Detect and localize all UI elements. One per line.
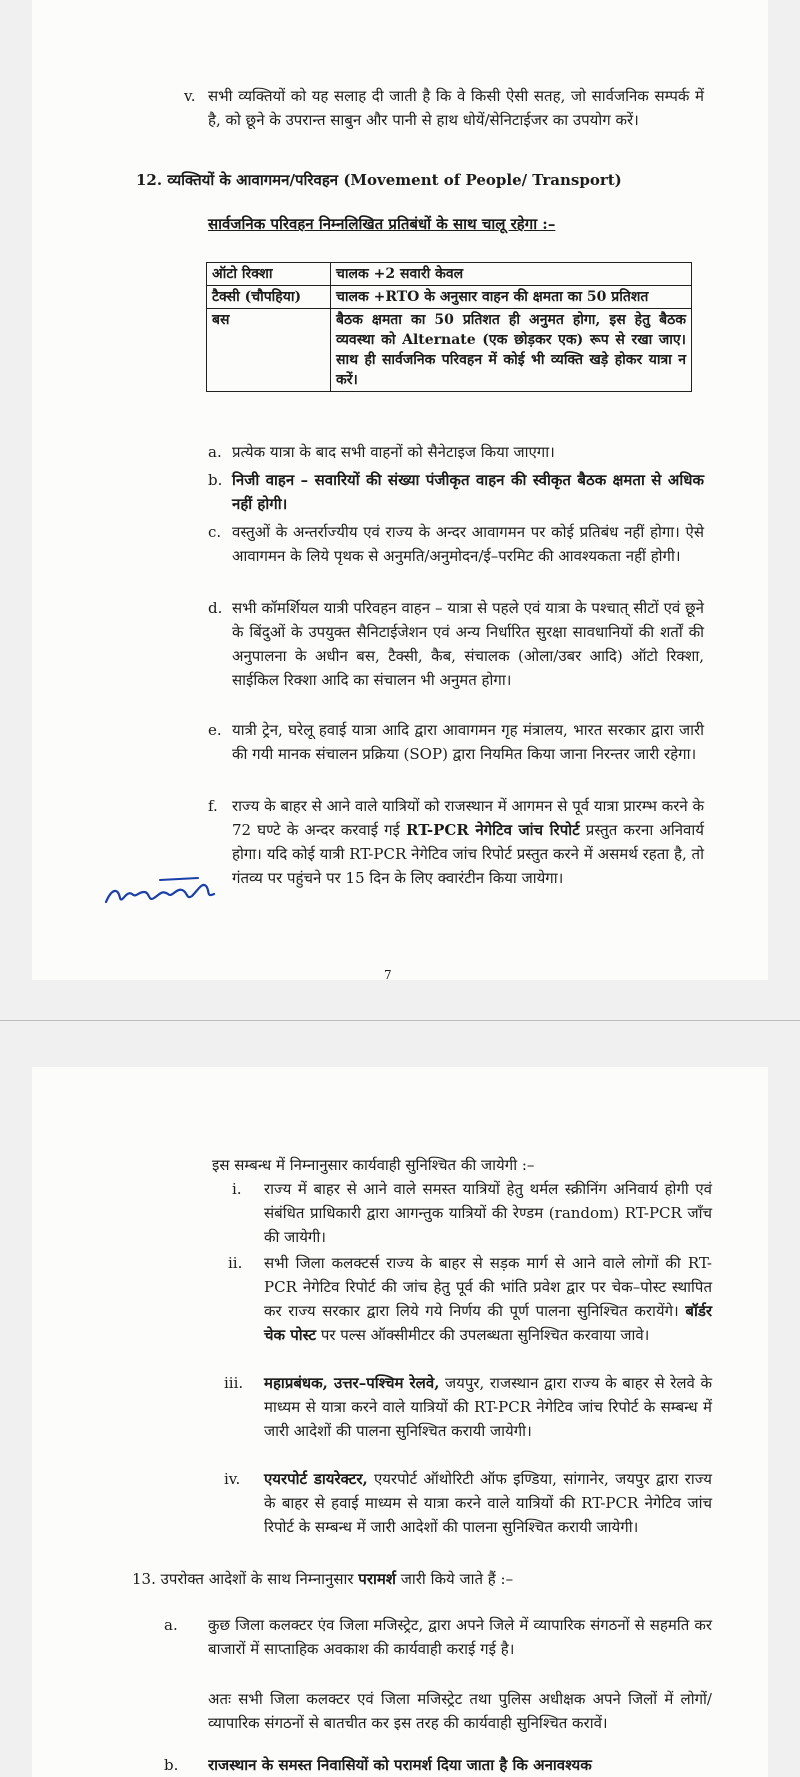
point-c-marker: c.: [208, 523, 222, 541]
roman-ii-marker: ii.: [228, 1254, 243, 1272]
roman-iii-marker: iii.: [224, 1374, 244, 1392]
table-row: [207, 286, 692, 309]
table-cell-rule: चालक +2 सवारी केवल: [331, 263, 692, 286]
roman-i-marker: i.: [232, 1180, 242, 1198]
item-v-text: सभी व्यक्तियों को यह सलाह दी जाती है कि वे किसी ऐसी सतह, जो सार्वजनिक सम्पर्क में है, को छूने के उपरान्त साबुन और पानी से हाथ धोयें/सेनिटाईजर का उपयोग करें।: [208, 87, 704, 129]
section-13-a-text: कुछ जिला कलक्टर एंव जिला मजिस्ट्रेट, द्वारा अपने जिले में व्यापारिक संगठनों से सहमति कर बाजारों में साप्ताहिक अवकाश की कार्यवाही कराई गई है।: [208, 1616, 712, 1658]
table-cell-rule: बैठक क्षमता का 50 प्रतिशत ही अनुमत होगा, इस हेतु बैठक व्यवस्था को Alternate (एक छोड़कर एक) रूप से रखा जाए। साथ ही सार्वजनिक परिवहन में कोई भी व्यक्ति खड़े होकर यात्रा न करें।: [331, 309, 692, 392]
table-cell-vehicle: बस: [207, 309, 331, 392]
point-c-text: वस्तुओं के अन्तर्राज्यीय एवं राज्य के अन्दर आवागमन पर कोई प्रतिबंध नहीं होगा। ऐसे आवागमन के लिये पृथक से अनुमति/अनुमोदन/ई–परमिट की आवश्यकता नहीं होगी।: [232, 523, 704, 565]
point-f-marker: f.: [208, 797, 218, 815]
point-b-marker: b.: [208, 471, 223, 489]
roman-iv-text: एयरपोर्ट डायरेक्टर, एयरपोर्ट ऑथोरिटी ऑफ इण्डिया, सांगानेर, जयपुर द्वारा राज्य के बाहर से हवाई माध्यम से यात्रा करने वाले यात्रियों की RT-PCR नेगेटिव जांच रिपोर्ट के सम्बन्ध में जारी आदेशों की पालना सुनिश्चित करायी जायेगी।: [264, 1470, 712, 1536]
page-divider: [0, 1020, 800, 1021]
intro-text: इस सम्बन्ध में निम्नानुसार कार्यवाही सुनिश्चित की जायेगी :–: [212, 1156, 535, 1174]
document-page-8: [32, 1067, 768, 1777]
table-row: [207, 309, 692, 392]
page-number: 7: [384, 968, 392, 982]
point-e-marker: e.: [208, 721, 222, 739]
roman-i-text: राज्य में बाहर से आने वाले समस्त यात्रियों हेतु थर्मल स्क्रीनिंग अनिवार्य होगी एवं संबंधित प्राधिकारी द्वारा आगन्तुक यात्रियों की रेण्डम (random) RT-PCR जाँच की जायेगी।: [264, 1180, 712, 1246]
table-cell-vehicle: ऑटो रिक्शा: [207, 263, 331, 286]
point-f-text: राज्य के बाहर से आने वाले यात्रियों को राजस्थान में आगमन से पूर्व यात्रा प्रारम्भ करने के 72 घण्टे के अन्दर करवाई गई RT-PCR नेगेटिव जांच रिपोर्ट प्रस्तुत करना अनिवार्य होगा। यदि कोई यात्री RT-PCR नेगेटिव जांच रिपोर्ट प्रस्तुत करने में असमर्थ रहता है, तो गंतव्य पर पहुंचने पर 15 दिन के लिए क्वारंटीन किया जायेगा।: [232, 797, 704, 887]
table-cell-vehicle: टैक्सी (चौपहिया): [207, 286, 331, 309]
item-v-marker: v.: [184, 87, 196, 105]
transport-restrictions-table: [206, 262, 692, 392]
section-13-b-marker: b.: [164, 1756, 179, 1774]
point-d-marker: d.: [208, 599, 223, 617]
section-12-heading: 12. व्यक्तियों के आवागमन/परिवहन (Movement of People/ Transport): [136, 171, 622, 189]
table-row: [207, 263, 692, 286]
section-13-a-text2: अतः सभी जिला कलक्टर एवं जिला मजिस्ट्रेट तथा पुलिस अधीक्षक अपने जिलों में लोगों/व्यापारिक संगठनों से बातचीत कर इस तरह की कार्यवाही सुनिश्चित करावें।: [208, 1690, 712, 1732]
point-a-marker: a.: [208, 443, 222, 461]
section-12-subheading: सार्वजनिक परिवहन निम्नलिखित प्रतिबंधों के साथ चालू रहेगा :–: [208, 215, 556, 233]
signature-image: [102, 868, 222, 912]
roman-iii-text: महाप्रबंधक, उत्तर–पश्चिम रेलवे, जयपुर, राजस्थान द्वारा राज्य के बाहर से रेलवे के माध्यम से यात्रा करने वाले यात्रियों की RT-PCR नेगेटिव जांच रिपोर्ट के सम्बन्ध में जारी आदेशों की पालना सुनिश्चित करायी जायेगी।: [264, 1374, 712, 1440]
point-a-text: प्रत्येक यात्रा के बाद सभी वाहनों को सैनेटाइज किया जाएगा।: [232, 443, 555, 461]
roman-iv-marker: iv.: [224, 1470, 241, 1488]
document-page-7: [32, 0, 768, 980]
point-e-text: यात्री ट्रेन, घरेलू हवाई यात्रा आदि द्वारा आवागमन गृह मंत्रालय, भारत सरकार द्वारा जारी की गयी मानक संचालन प्रक्रिया (SOP) द्वारा नियमित किया जाना निरन्तर जारी रहेगा।: [232, 721, 704, 763]
table-cell-rule: चालक +RTO के अनुसार वाहन की क्षमता का 50 प्रतिशत: [331, 286, 692, 309]
section-13-b-text: राजस्थान के समस्त निवासियों को परामर्श दिया जाता है कि अनावश्यक: [208, 1756, 592, 1774]
point-b-text: निजी वाहन – सवारियों की संख्या पंजीकृत वाहन की स्वीकृत बैठक क्षमता से अधिक नहीं होगी।: [232, 471, 704, 513]
section-13-a-marker: a.: [164, 1616, 178, 1634]
roman-ii-text: सभी जिला कलक्टर्स राज्य के बाहर से सड़क मार्ग से आने वाले लोगों की RT-PCR नेगेटिव रिपोर्ट की जांच हेतु पूर्व की भांति प्रवेश द्वार पर चेक–पोस्ट स्थापित कर राज्य सरकार द्वारा लिये गये निर्णय की पूर्ण पालना सुनिश्चित करायेंगे। बॉर्डर चेक पोस्ट पर पल्स ऑक्सीमीटर की उपलब्धता सुनिश्चित करवाया जावे।: [264, 1254, 712, 1344]
point-d-text: सभी कॉमर्शियल यात्री परिवहन वाहन – यात्रा से पहले एवं यात्रा के पश्चात् सीटों एवं छूने के बिंदुओं के उपयुक्त सैनिटाईजेशन एवं अन्य निर्धारित सुरक्षा सावधानियों की शर्तों की अनुपालना के अधीन बस, टैक्सी, कैब, संचालक (ओला/उबर आदि) ऑटो रिक्शा, साईकिल रिक्शा आदि का संचालन भी अनुमत होगा।: [232, 599, 704, 689]
section-13-heading: 13. उपरोक्त आदेशों के साथ निम्नानुसार परामर्श जारी किये जाते हैं :–: [132, 1570, 514, 1588]
